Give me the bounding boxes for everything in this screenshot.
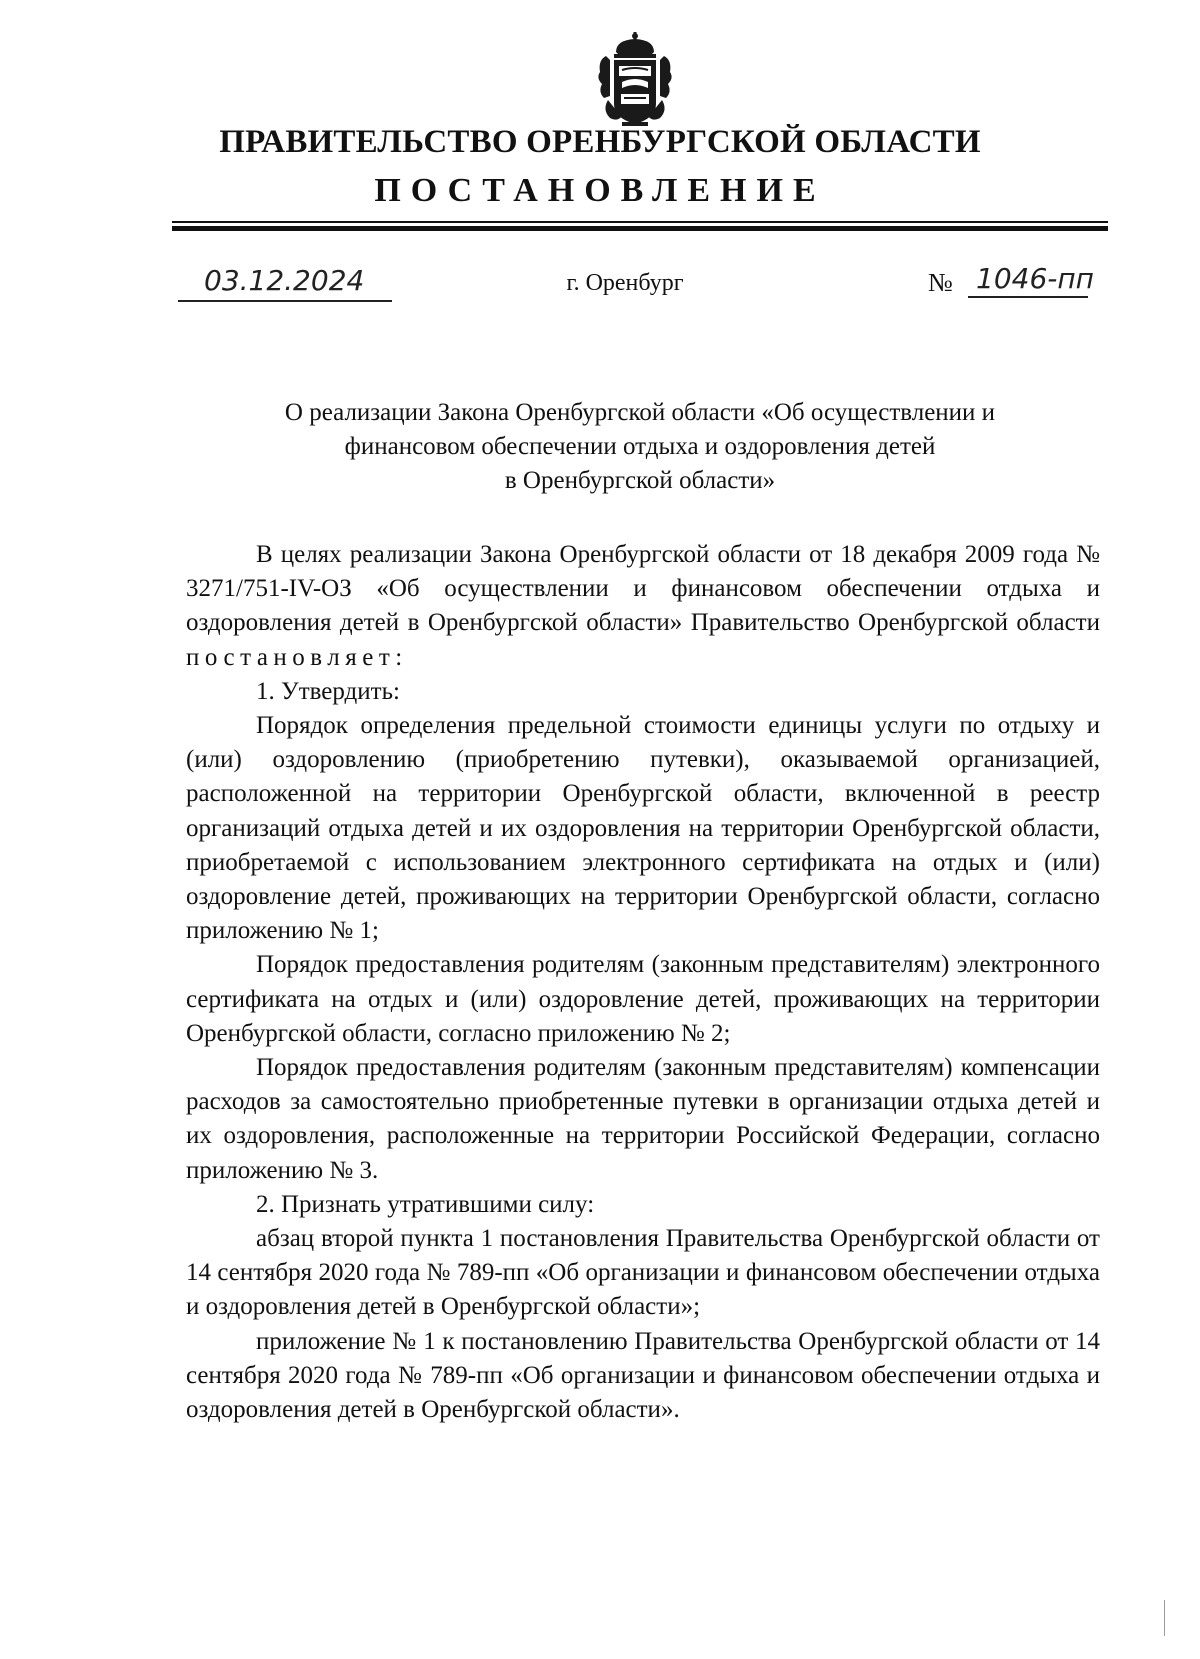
document-number: 1046-пп xyxy=(976,262,1094,295)
document-body xyxy=(186,538,1100,1427)
resolves-punct: : xyxy=(395,643,403,671)
document-subject xyxy=(170,396,1110,498)
coat-of-arms-icon xyxy=(592,30,678,130)
organization-title: ПРАВИТЕЛЬСТВО ОРЕНБУРГСКОЙ ОБЛАСТИ xyxy=(219,124,981,160)
subject-line: О реализации Закона Оренбургской области «Об осуществлении и xyxy=(284,399,996,426)
scan-margin-mark xyxy=(1164,1600,1165,1636)
document-city: г. Оренбург xyxy=(566,270,684,296)
header-divider-thick xyxy=(172,226,1108,231)
item-2-clause-a: абзац второй пункта 1 постановления Правительства Оренбургской области от 14 сентября 2020 года № 789-пп «Об организации и финансовом обеспечении отдыха и оздоровления детей в Оренбургской области»; xyxy=(186,1225,1100,1321)
item-1-procedure-b: Порядок предоставления родителям (законным представителям) электронного сертификата на отдых и (или) оздоровление детей, проживающих на территории Оренбургской области, согласно приложению № 2; xyxy=(186,951,1100,1047)
item-1-procedure-c: Порядок предоставления родителям (законным представителям) компенсации расходов за самостоятельно приобретенные путевки в организации отдыха детей и их оздоровления, расположенные на территории Российской Федерации, согласно приложению № 3. xyxy=(186,1054,1100,1184)
number-underline xyxy=(968,296,1088,298)
document-type-title: ПОСТАНОВЛЕНИЕ xyxy=(374,172,826,209)
subject-line: в Оренбургской области» xyxy=(504,467,776,494)
preamble-text: В целях реализации Закона Оренбургской области от 18 декабря 2009 года № 3271/751-IV-ОЗ «Об осуществлении и финансовом обеспечении отдыха и оздоровления детей в Оренбургской области» Правительство Оренбургской области xyxy=(186,541,1100,637)
subject-line: финансовом обеспечении отдыха и оздоровления детей xyxy=(344,433,936,460)
document-number-label: № xyxy=(928,268,953,297)
item-1-procedure-a: Порядок определения предельной стоимости единицы услуги по отдыху и (или) оздоровлению (приобретению путевки), оказываемой организацией, расположенной на территории Оренбургской области, включенной в реестр организаций отдыха детей и их оздоровления на территории Оренбургской области, приобретаемой с использованием электронного сертификата на отдых и (или) оздоровление детей, проживающих на территории Оренбургской области, согласно приложению № 1; xyxy=(186,712,1100,945)
preamble-paragraph xyxy=(186,538,1100,675)
document-number-field xyxy=(968,262,1094,302)
document-date: 03.12.2024 xyxy=(204,264,365,297)
item-2-clause-b: приложение № 1 к постановлению Правительства Оренбургской области от 14 сентября 2020 года № 789-пп «Об организации и финансовом обеспечении отдыха и оздоровления детей в Оренбургской области». xyxy=(186,1327,1100,1424)
resolves-word: постановляет xyxy=(186,643,396,671)
date-underline xyxy=(178,300,392,302)
item-2-title: 2. Признать утратившими силу: xyxy=(256,1190,595,1218)
item-1-title: 1. Утвердить: xyxy=(256,677,400,705)
header-divider-thin xyxy=(172,221,1108,223)
